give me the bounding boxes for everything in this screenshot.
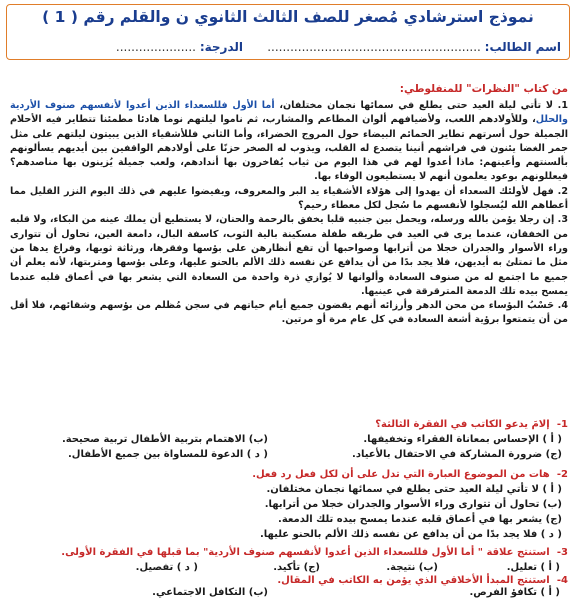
question-1 (10, 419, 568, 430)
question-4-option-a[interactable]: ( أ ) تكافؤ الفرص. (469, 587, 560, 598)
grade-label: الدرجة: (199, 40, 243, 54)
paragraph-3: 3. إن رجلا يؤمن بالله ورسله، ويحمل بين جنبيه قلبا يخفق بالرحمة والحنان، لا يستطيع أن يملك عينه من البكاء، ولا قلبه من الخفقان، عندما يرى في العيد في طريقه طفلة مسكينة بالية الثوب، كاسفة البال، دامعة العين، تحاول أن تتوارى وراء الأسوار والجدران خجلا من أترابها وصواحبها أن تقع أنظارهن على بؤسها وفقرها، ورثاثة ثوبها، وفراغ يدها من مثل ما تمتلئ به أيديهن، فلا يجد بدًا من أن يدافع عن نفسه ذلك الألم بالحنو عليها، وعلى بؤسها ومتربتها، لأنه يعلم أن جميع ما اجتمع له من صنوف السعادة وألوانها لا يُوازي ذرة واحدة من السعادة التي يشعر بها في أعماق قلبه عندما يمسح بيده تلك الدمعة المترقرقة في عينيها. (10, 214, 568, 297)
question-4 (10, 575, 568, 586)
paragraph-1-highlight: أما الأول فللسعداء الذين أعدوا لأنفسهم صنوف الأردية والحلل (10, 100, 568, 126)
student-name-dots: ........................................................ (267, 40, 481, 54)
question-2-option-b[interactable]: (ب) تحاول أن تتوارى وراء الأسوار والجدران خجلا من أترابها. (264, 499, 562, 510)
question-1-text: إلامَ يدعو الكاتب في الفقرة الثالثة؟ (375, 419, 550, 430)
source-line (400, 83, 568, 95)
question-3-text: استنتج علاقة " أما الأول فللسعداء الذين أعدوا لأنفسهم صنوف الأردية" بما قبلها في الفقرة الأولى. (61, 547, 550, 558)
question-4-option-b[interactable]: (ب) التكافل الاجتماعي. (152, 587, 268, 598)
question-1-option-a[interactable]: ( أ ) الإحساس بمعاناة الفقراء وتخفيفها. (363, 434, 562, 445)
question-4-text: استنتج المبدأ الأخلاقي الذي يؤمن به الكاتب في المقال. (277, 575, 550, 586)
question-2-number: 2- (556, 469, 568, 480)
question-2-text: هات من الموضوع العبارة التي تدل على أن لكل فعل رد فعل. (252, 469, 550, 480)
student-info-row (17, 40, 561, 56)
question-3-option-c[interactable]: (ج) تأكيد. (273, 562, 320, 573)
paragraph-1 (10, 99, 568, 185)
question-4-options-row (10, 587, 568, 601)
question-3 (10, 547, 568, 558)
student-name-label: اسم الطالب: (484, 40, 561, 54)
question-3-option-d[interactable]: ( د ) تفصيل. (135, 562, 198, 573)
source-prefix: من كتاب (519, 83, 568, 95)
grade-field[interactable] (116, 40, 243, 54)
source-suffix: للمنفلوطي: (399, 83, 467, 95)
question-1-option-b[interactable]: (ب) الاهتمام بتربية الأطفال تربية صحيحة. (61, 434, 268, 445)
question-3-option-b[interactable]: (ب) نتيجة. (386, 562, 438, 573)
question-3-number: 3- (556, 547, 568, 558)
page-title: نموذج استرشادي مُصغر للصف الثالث الثانوي ن والقلم رقم ( 1 ) (42, 8, 534, 26)
student-name-field[interactable] (267, 40, 561, 54)
question-1-option-d[interactable]: ( د ) الدعوة للمساواة بين جميع الأطفال. (67, 449, 268, 460)
question-3-option-a[interactable]: ( أ ) تعليل. (506, 562, 560, 573)
question-2 (10, 469, 568, 480)
paragraph-1-start: 1. لا تأتي ليلة العيد حتى يطلع في سمائها نجمان مختلفان، (274, 100, 568, 111)
question-3-options-row (10, 562, 568, 576)
question-1-number: 1- (556, 419, 568, 430)
paragraph-1-rest: ، وللأولادهم اللعب، ولأضيافهم ألوان المطاعم والمشارب، ثم ناموا ليلتهم نوما هادئا مطمئنا تتطاير فيه الأحلام الجميلة حول أسرتهم تطاير الحمائم البيضاء حول المروج الخضراء، وأما الثاني فللأشقياء الذين يبيتون ليلتهم على مثل جمر الغضا يئنون في فراشهم أنينا يتصدع له القلب، ويذوب له الصخر حزنًا على أولادهم الواقفين بين أيديهم يسألونهم بألسنتهم وأعينهم: ماذا أعدوا لهم في هذا اليوم من ثياب يُفاخرون بها أندادهم، ولعب جميلة يُزينون بها مناصدهم؟ فيعللونهم بوعود يعلمون أنهم لا يستطيعون الوفاء بها. (10, 114, 568, 183)
question-2-option-d[interactable]: ( د ) فلا يجد بدًا من أن يدافع عن نفسه ذلك الألم بالحنو عليها. (259, 529, 562, 540)
question-2-option-a[interactable]: ( أ ) لا تأتي ليلة العيد حتى يطلع في سمائها نجمان مختلفان. (266, 484, 562, 495)
paragraph-4: 4. حَسْبُ البؤساء من محن الدهر وأرزائه أنهم يقضون جميع أيام حياتهم في سجن مُظلم من بؤسهم وشقائهم، فلا أقل من أن يتمتعوا برؤية أشعة السعادة في كل عام مرة أو مرتين. (10, 300, 568, 326)
reading-passage (10, 99, 568, 328)
question-1-option-c[interactable]: (ج) ضرورة المشاركة في الاحتفال بالأعياد. (352, 449, 562, 460)
source-book: "النظرات" (466, 83, 520, 95)
header-box (6, 4, 570, 60)
question-1-options-row-2 (10, 449, 568, 463)
question-1-options-row-1 (10, 434, 568, 448)
grade-dots: ..................... (115, 40, 196, 54)
question-2-option-c[interactable]: (ج) يشعر بها في أعماق قلبه عندما يمسح بيده تلك الدمعة. (278, 514, 562, 525)
paragraph-2: 2. فهل لأولئك السعداء أن يهدوا إلى هؤلاء الأشقياء يد البر والمعروف، ويفيضوا عليهم في ذلك اليوم النزر القليل مما أعطاهم الله ليُسجلوا لأنفسهم ما سُجل لكل معطاء رحيم؟ (10, 185, 568, 212)
question-4-number: 4- (556, 575, 568, 586)
